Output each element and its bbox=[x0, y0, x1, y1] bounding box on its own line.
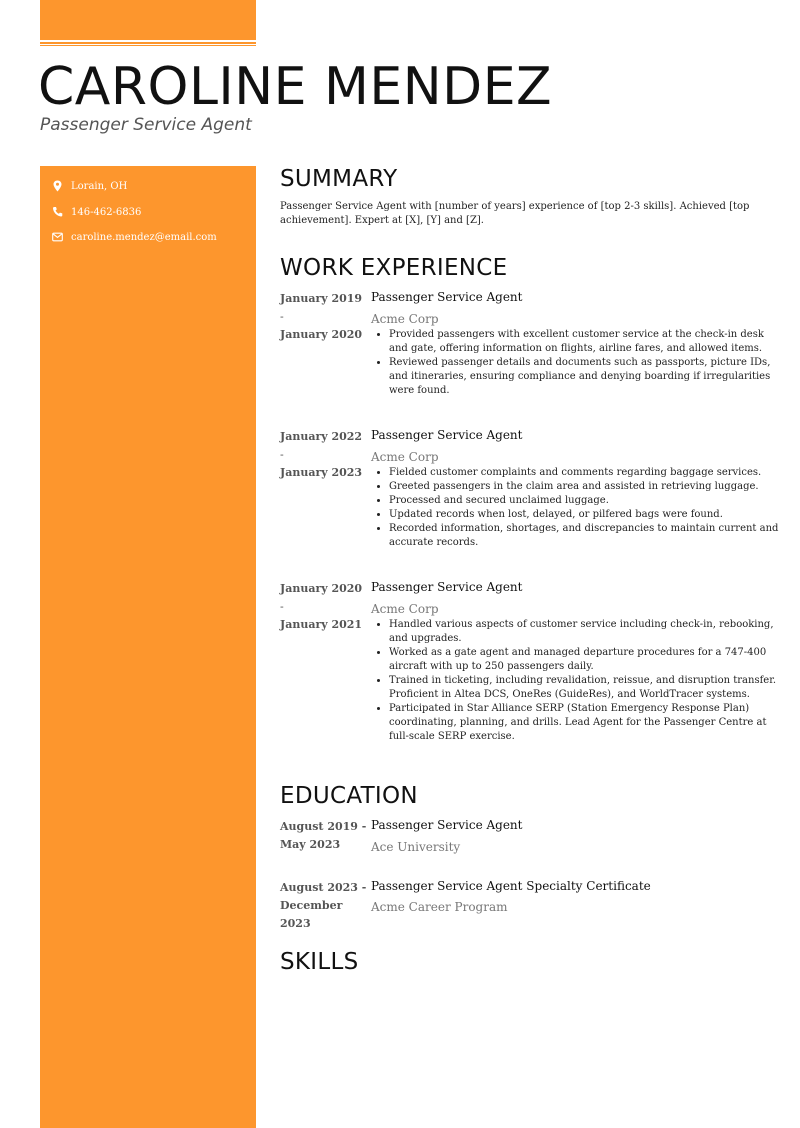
candidate-role: Passenger Service Agent bbox=[40, 115, 252, 135]
degree-title: Passenger Service Agent Specialty Certificate bbox=[371, 879, 651, 893]
contact-phone-text: 146-462-6836 bbox=[71, 206, 142, 218]
education-dates bbox=[280, 879, 370, 933]
education-end: May 2023 bbox=[280, 838, 341, 851]
section-title-skills: SKILLS bbox=[280, 949, 359, 975]
contact-phone bbox=[52, 206, 141, 218]
responsibility-item: • Fielded customer complaints and comments regarding baggage services. bbox=[389, 466, 785, 480]
envelope-icon bbox=[52, 231, 63, 243]
school-name: Acme Career Program bbox=[371, 900, 508, 914]
summary-text: Passenger Service Agent with [number of years] experience of [top 2-3 skills]. Achieved [top achievement]. Expert at [X], [Y] and [Z]. bbox=[280, 201, 750, 226]
education-end: December 2023 bbox=[280, 899, 343, 930]
experience-dates bbox=[280, 580, 368, 634]
end-date: January 2023 bbox=[280, 466, 363, 479]
company-name: Acme Corp bbox=[371, 312, 439, 326]
contact-location-text: Lorain, OH bbox=[71, 180, 128, 192]
contact-email[interactable] bbox=[52, 231, 217, 243]
header-accent-line bbox=[40, 42, 256, 44]
experience-dates bbox=[280, 290, 368, 344]
responsibility-list bbox=[371, 328, 785, 398]
responsibility-item: • Reviewed passenger details and documents such as passports, picture IDs, and itineraries, ensuring compliance and denying boarding if irregularities were found. bbox=[389, 356, 785, 398]
start-date: January 2019 bbox=[280, 292, 363, 305]
education-dates bbox=[280, 818, 370, 854]
responsibility-item: • Updated records when lost, delayed, or pilfered bags were found. bbox=[389, 508, 785, 522]
experience-dates bbox=[280, 428, 368, 482]
degree-title: Passenger Service Agent bbox=[371, 818, 523, 832]
responsibility-item: • Recorded information, shortages, and discrepancies to maintain current and accurate records. bbox=[389, 522, 785, 550]
responsibility-item: • Handled various aspects of customer service including check-in, rebooking, and upgrades. bbox=[389, 618, 785, 646]
start-date: January 2020 bbox=[280, 582, 363, 595]
candidate-name: CAROLINE MENDEZ bbox=[38, 57, 553, 117]
contact-email-text[interactable]: caroline.mendez@email.com bbox=[71, 231, 217, 243]
location-pin-icon bbox=[52, 180, 63, 192]
responsibility-list bbox=[371, 466, 785, 550]
responsibility-item: • Greeted passengers in the claim area and assisted in retrieving luggage. bbox=[389, 480, 785, 494]
education-start: August 2023 - bbox=[280, 881, 367, 894]
date-separator: - bbox=[280, 448, 284, 461]
company-name: Acme Corp bbox=[371, 450, 439, 464]
header-accent-line-thin bbox=[40, 45, 256, 46]
company-name: Acme Corp bbox=[371, 602, 439, 616]
date-separator: - bbox=[280, 310, 284, 323]
start-date: January 2022 bbox=[280, 430, 363, 443]
job-title: Passenger Service Agent bbox=[371, 290, 523, 304]
education-start: August 2019 - bbox=[280, 820, 367, 833]
responsibility-item: • Provided passengers with excellent customer service at the check-in desk and gate, offering information on flights, airline fares, and allowed items. bbox=[389, 328, 785, 356]
date-separator: - bbox=[280, 600, 284, 613]
contact-location bbox=[52, 180, 127, 192]
section-title-summary: SUMMARY bbox=[280, 166, 398, 192]
responsibility-list bbox=[371, 618, 785, 744]
job-title: Passenger Service Agent bbox=[371, 428, 523, 442]
section-title-experience: WORK EXPERIENCE bbox=[280, 255, 508, 281]
responsibility-item: • Participated in Star Alliance SERP (Station Emergency Response Plan) coordinating, planning, and drills. Lead Agent for the Passenger Centre at full-scale SERP exercise. bbox=[389, 702, 785, 744]
responsibility-item: • Trained in ticketing, including revalidation, reissue, and disruption transfer. Proficient in Altea DCS, OneRes (GuideRes), and WorldTracer systems. bbox=[389, 674, 785, 702]
end-date: January 2021 bbox=[280, 618, 363, 631]
responsibility-item: • Processed and secured unclaimed luggage. bbox=[389, 494, 785, 508]
sidebar bbox=[40, 166, 256, 1128]
end-date: January 2020 bbox=[280, 328, 363, 341]
school-name: Ace University bbox=[371, 840, 461, 854]
header-accent-block bbox=[40, 0, 256, 40]
responsibility-item: • Worked as a gate agent and managed departure procedures for a 747-400 aircraft with up to 250 passengers daily. bbox=[389, 646, 785, 674]
section-title-education: EDUCATION bbox=[280, 783, 418, 809]
job-title: Passenger Service Agent bbox=[371, 580, 523, 594]
phone-icon bbox=[52, 206, 63, 218]
